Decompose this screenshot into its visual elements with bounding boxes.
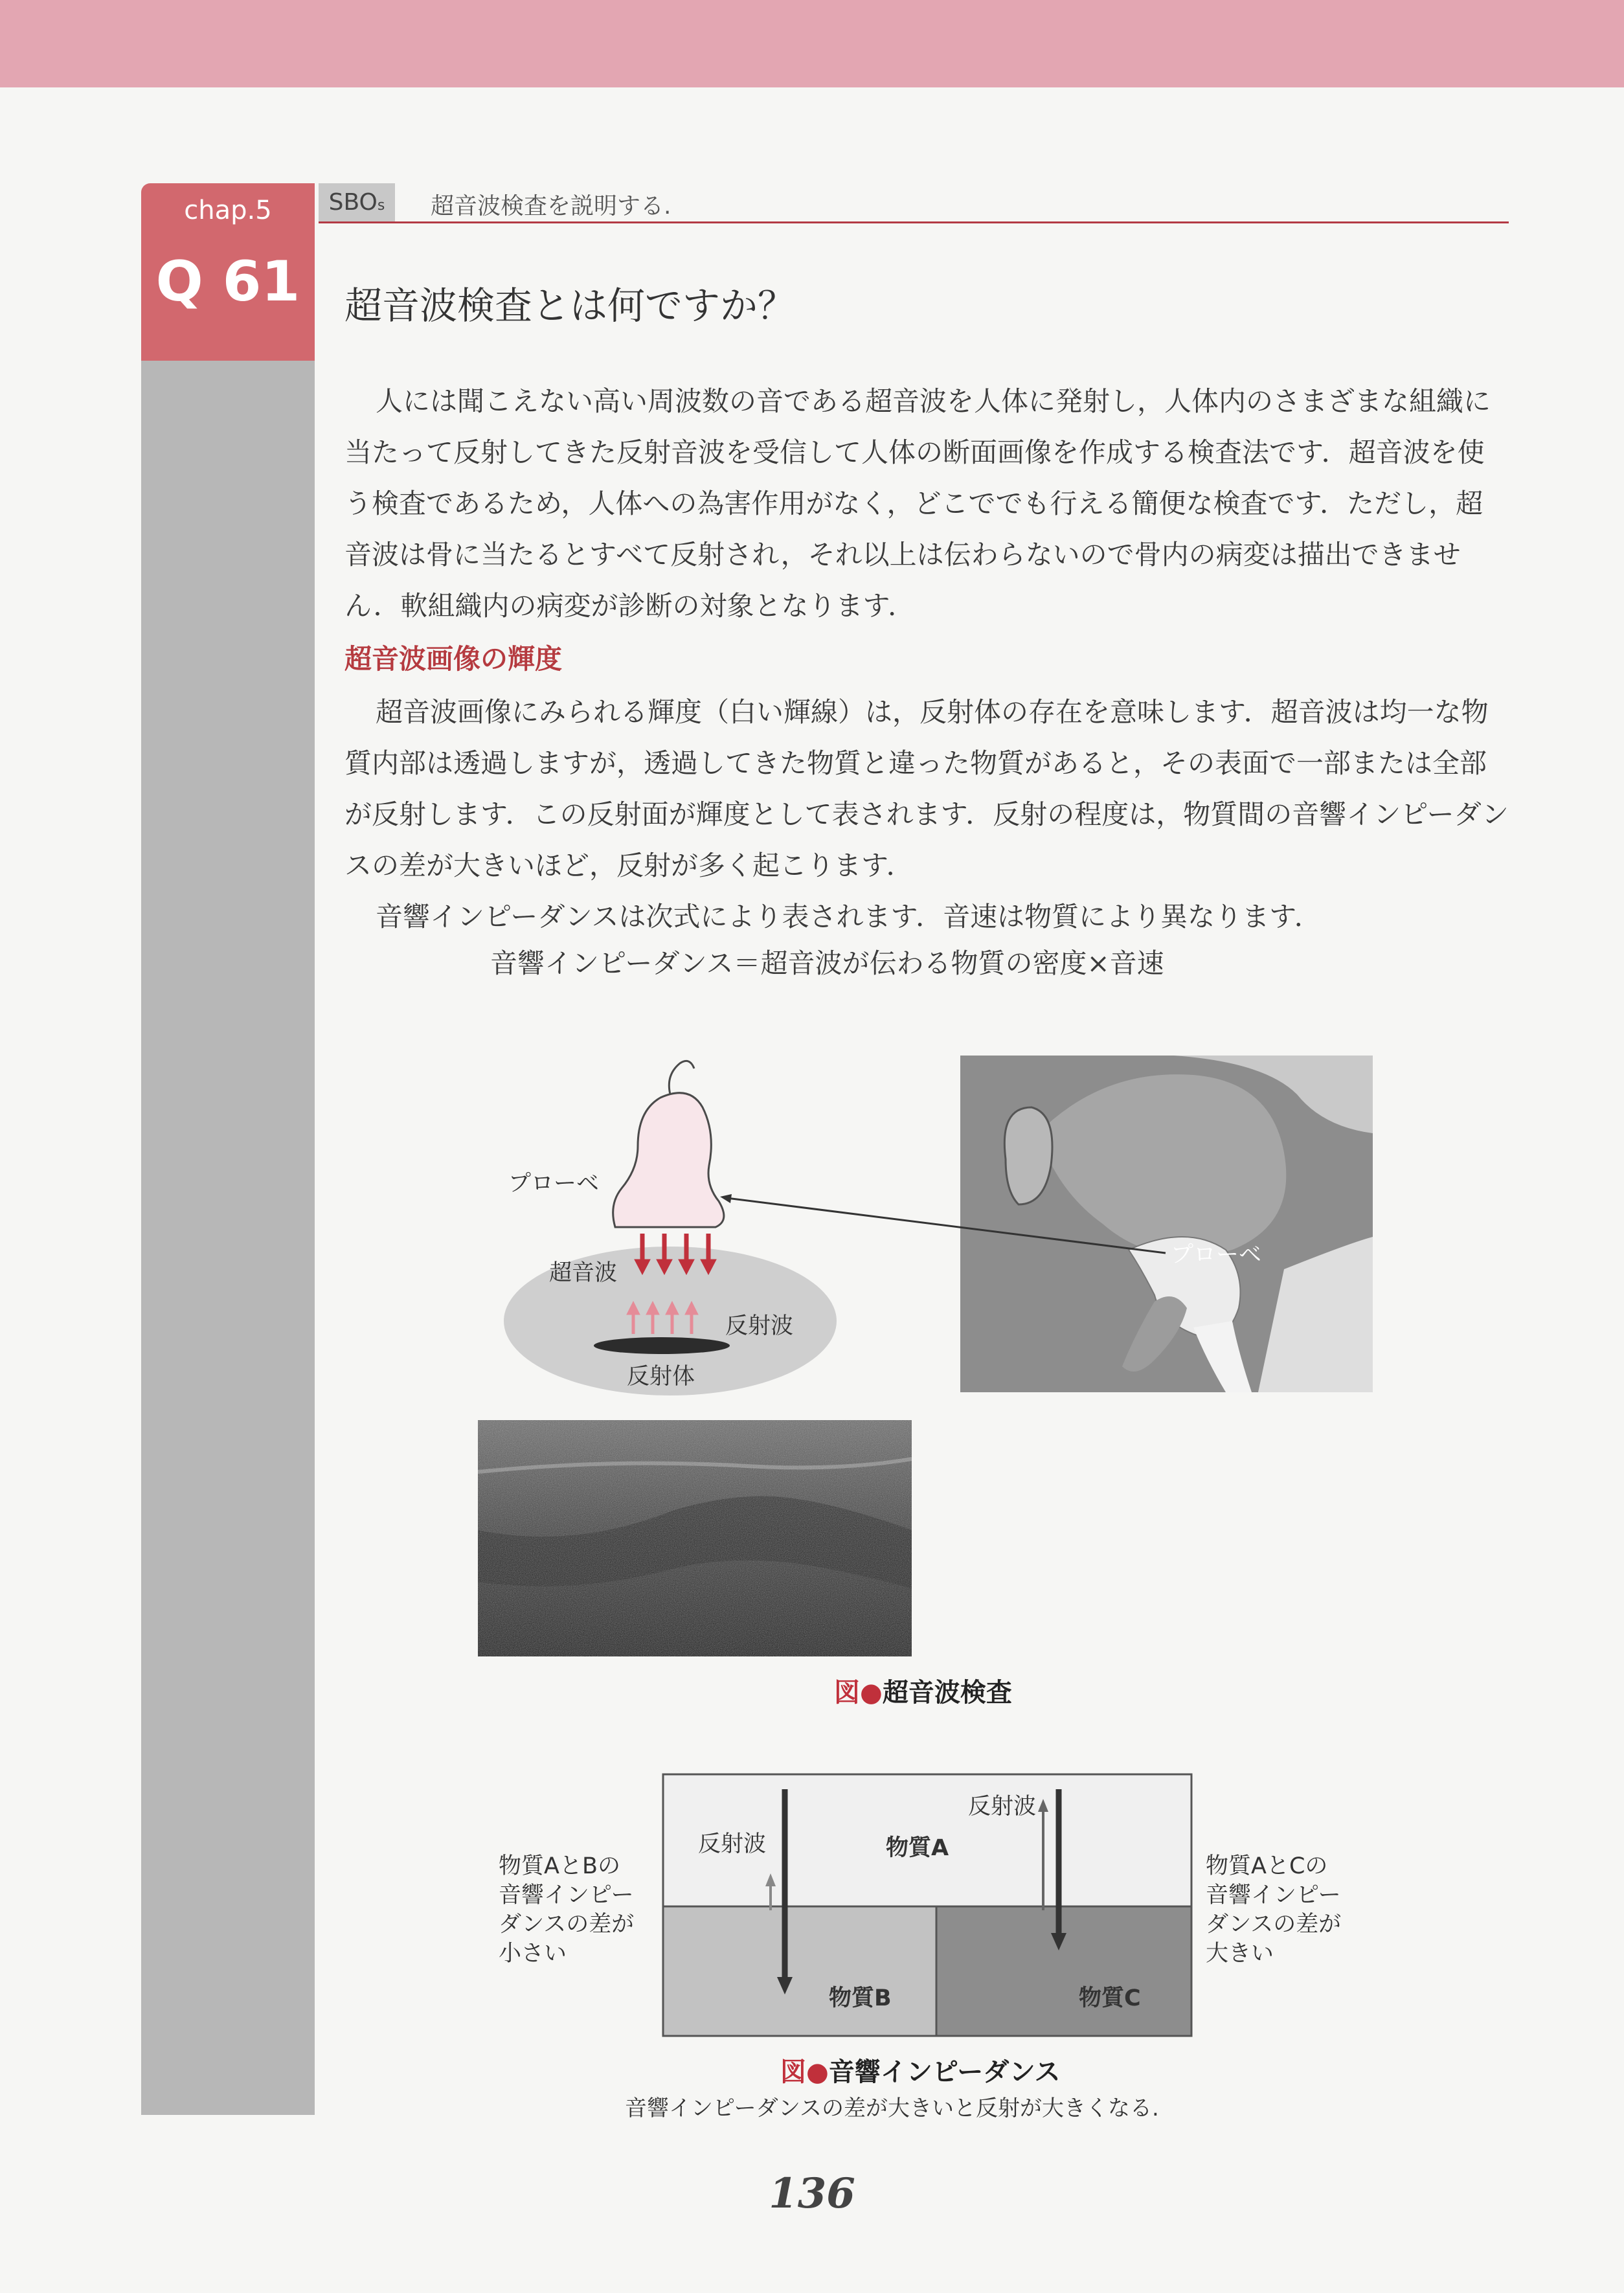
figure2-caption-text: 音響インピーダンス (828, 2057, 1061, 2087)
substance-c-region (936, 1906, 1191, 2036)
left-note-line: ダンスの差が (499, 1912, 635, 1937)
figure2-subcaption: 音響インピーダンスの差が大きいと反射が大きくなる. (625, 2095, 1159, 2121)
header-rule (319, 221, 1509, 223)
answer-paragraph-3: 音響インピーダンスは次式により表されます．音速は物質により異なります． (376, 901, 1322, 932)
figure1-caption-bullet: ● (860, 1678, 883, 1708)
right-note-line: 大きい (1206, 1941, 1274, 1967)
sbo-tag-suffix: s (377, 198, 385, 214)
label-reflected-left: 反射波 (698, 1831, 767, 1857)
right-note-line: 物質AとCの (1206, 1853, 1328, 1879)
right-note (1206, 1852, 1341, 1969)
top-color-band (0, 0, 1624, 87)
answer-paragraph-2: 超音波画像にみられる輝度（白い輝線）は，反射体の存在を意味します．超音波は均一な物質内部は透過しますが，透過してきた物質と違った物質があると，その表面で一部または全部が反射します．この反射面が輝度として表されます．反射の程度は，物質間の音響インピーダンスの差が大きいほど，反射が多く起こります． (344, 696, 1509, 881)
figure1-caption-prefix: 図 (834, 1678, 860, 1708)
label-ultrasound: 超音波 (549, 1260, 618, 1286)
right-note-line: 音響インピー (1206, 1882, 1341, 1908)
question-title: 超音波検査とは何ですか？ (344, 284, 796, 328)
right-note-line: ダンスの差が (1206, 1912, 1342, 1937)
figure2-caption-prefix: 図 (780, 2057, 806, 2087)
label-substance-c: 物質C (1079, 1985, 1141, 2011)
page-number: 136 (769, 2169, 855, 2218)
left-note-line: 小さい (499, 1941, 567, 1967)
figure2-caption (780, 2051, 1061, 2088)
pointer-line (719, 1192, 1172, 1263)
sbo-objective: 超音波検査を説明する. (431, 193, 671, 220)
left-note-line: 物質AとBの (499, 1853, 620, 1879)
sbo-tag-text: SBO (328, 189, 378, 216)
answer-paragraph-1: 人には聞こえない高い周波数の音である超音波を人体に発射し，人体内のさまざまな組織に当たって反射してきた反射音波を受信して人体の断面画像を作成する検査法です．超音波を使う検査であるため，人体への為害作用がなく，どこででも行える簡便な検査です．ただし，超音波は骨に当たるとすべて反射され，それ以上は伝わらないので骨内の病変は描出できません．軟組織内の病変が診断の対象となります． (344, 385, 1491, 622)
impedance-formula: 音響インピーダンス＝超音波が伝わる物質の密度×音速 (490, 947, 1164, 979)
substance-b-region (663, 1906, 936, 2036)
left-sidebar-strip (141, 355, 315, 2115)
left-note (499, 1852, 634, 1969)
left-note-line: 音響インピー (499, 1882, 634, 1908)
probe-cord-icon (669, 1061, 694, 1094)
label-substance-b: 物質B (829, 1985, 892, 2011)
question-number: Q 61 (155, 249, 300, 314)
reflector-shape (594, 1337, 730, 1354)
ultrasound-image (478, 1420, 912, 1656)
label-substance-a: 物質A (886, 1835, 949, 1861)
sbo-tag (319, 183, 395, 222)
label-reflected-wave: 反射波 (725, 1313, 794, 1339)
section-heading-brightness: 超音波画像の輝度 (344, 643, 563, 675)
ultrasound-illustration (478, 1420, 912, 1656)
label-probe: プローベ (508, 1171, 600, 1197)
photo-label-probe: プローベ (1171, 1242, 1262, 1268)
figure1-caption (834, 1672, 1012, 1709)
chapter-label: chap.5 (184, 196, 272, 225)
label-reflector: 反射体 (627, 1364, 695, 1390)
figure2-caption-bullet: ● (806, 2057, 829, 2087)
label-reflected-right: 反射波 (968, 1794, 1037, 1820)
figure1-caption-text: 超音波検査 (882, 1678, 1012, 1708)
probe-icon (613, 1093, 724, 1227)
